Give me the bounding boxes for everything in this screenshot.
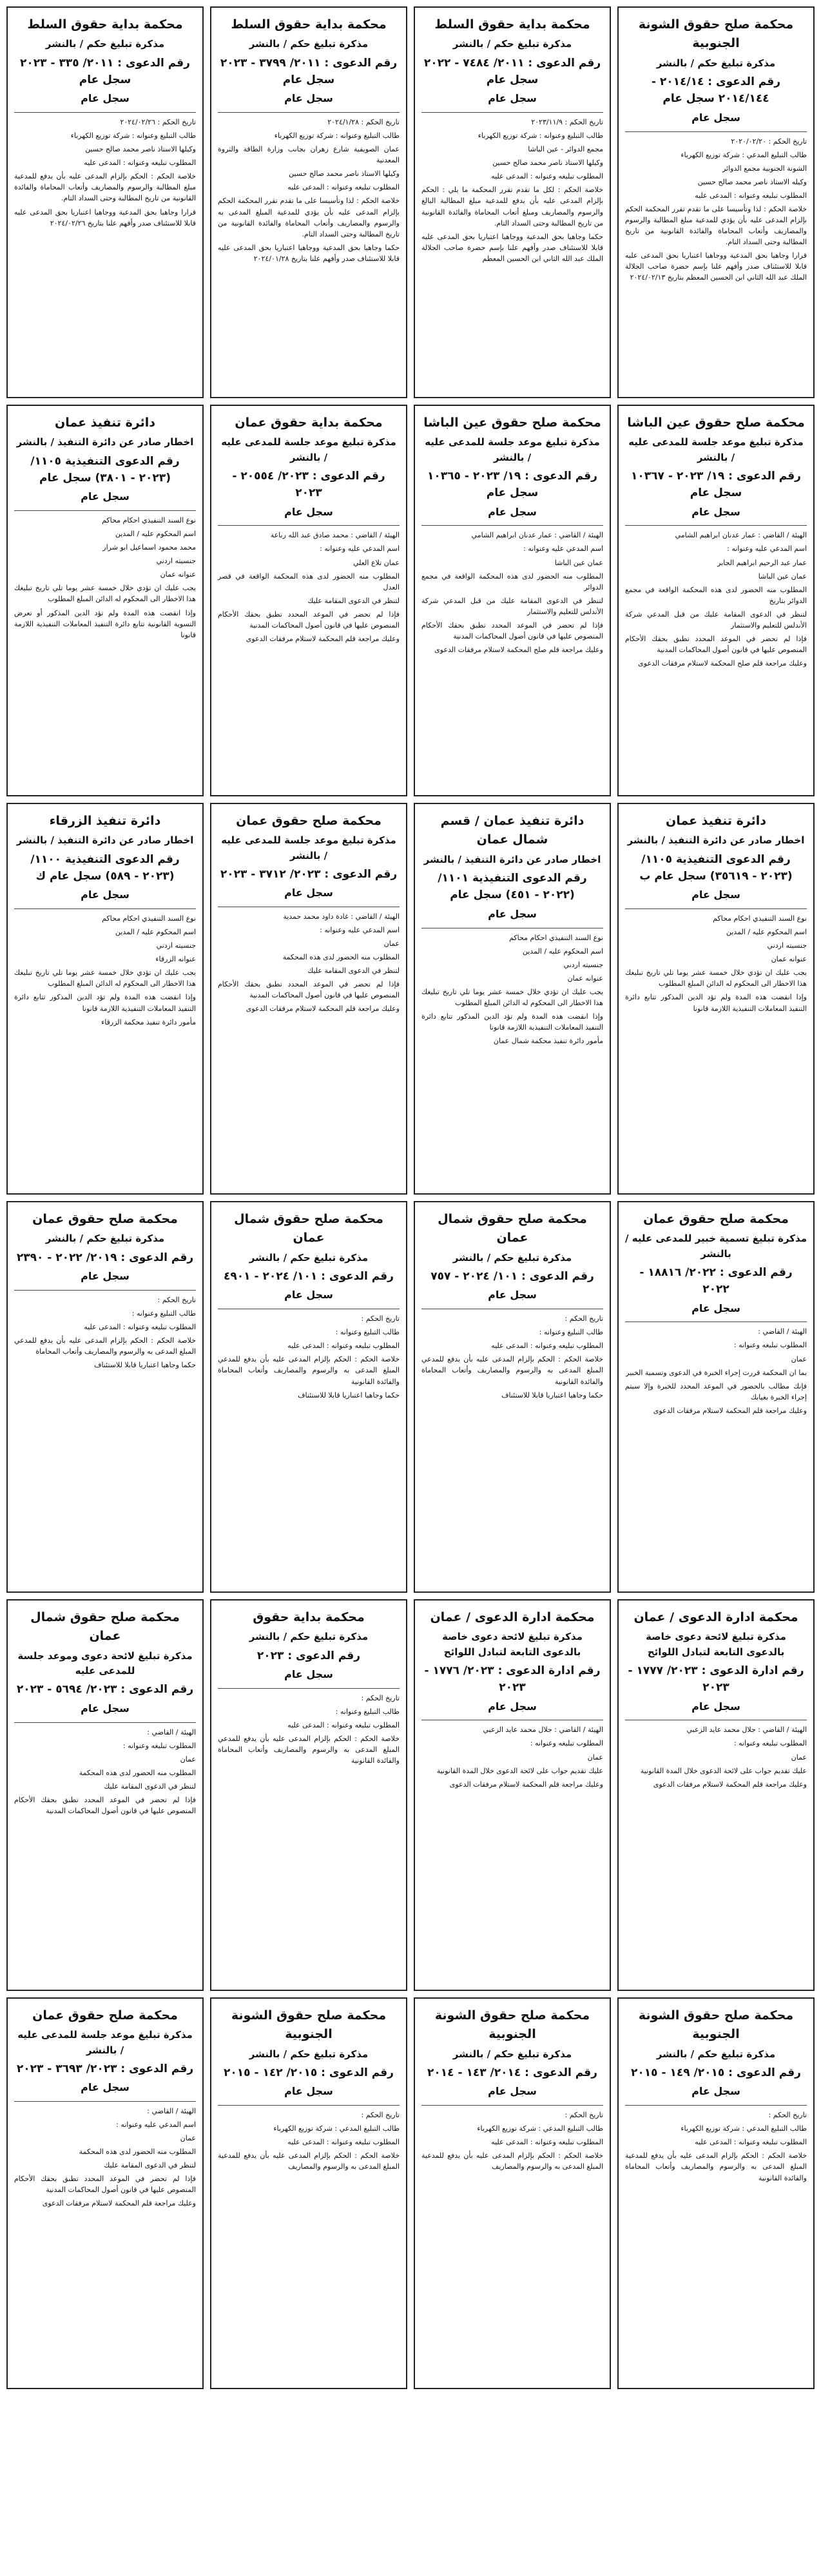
notice-paragraph: فإذا لم تحضر في الموعد المحدد تطبق بحقك الأحكام المنصوص عليها في قانون أصول المحاكمات المدنية	[625, 634, 807, 654]
register-label: سجل عام	[488, 92, 537, 105]
notice-paragraph: اسم المحكوم عليه / المدين	[726, 928, 807, 937]
notice-title: مذكرة تبليغ حكم / بالنشر	[249, 38, 369, 50]
case-number: رقم الدعوى : ٢٠١١/ ٣٧٩٩ - ٢٠٢٣ سجل عام	[220, 56, 398, 87]
court-name: محكمة صلح حقوق عمان	[236, 814, 382, 828]
notice-paragraph: الهيئة / القاضي : عمار عدنان ابراهيم الشامي	[471, 531, 603, 540]
case-number: رقم الدعوى : ٢٠٢٣/ ٢٠٥٥٤ - ٢٠٢٣	[232, 469, 385, 500]
court-name: محكمة صلح حقوق شمال عمان	[438, 1212, 587, 1245]
notice-paragraph: اسم المحكوم عليه / المدين	[115, 928, 196, 937]
notice-paragraph: حكما وجاهيا اعتباريا قابلا للاستئناف	[501, 1390, 603, 1399]
notice-paragraph: تاريخ الحكم :	[361, 2111, 400, 2120]
notice-paragraph: تاريخ الحكم : ٢٠٢٠/٠٢/٢٠	[731, 137, 807, 146]
court-notice	[414, 803, 611, 1195]
court-notice	[6, 6, 204, 398]
notice-paragraph: يجب عليك ان تؤدي خلال خمسة عشر يوما تلي تاريخ تبليغك هذا الاخطار الى المحكوم له الدائن المبلغ المطلوب	[421, 987, 603, 1007]
notice-paragraph: لتنظر في الدعوى المقامة عليك	[307, 966, 400, 976]
notice-paragraph: المطلوب تبليغه وعنوانه : المدعى عليه	[287, 183, 400, 192]
case-number: رقم ادارة الدعوى : ٢٠٢٣/ ١٧٧٧ - ٢٠٢٣	[628, 1664, 804, 1695]
court-notice	[210, 1997, 407, 2389]
notice-paragraph: عمان عين الباشا	[554, 558, 603, 567]
divider	[218, 1688, 400, 1689]
notice-paragraph: تاريخ الحكم :	[157, 1295, 196, 1304]
notice-paragraph: وعليك مراجعة قلم المحكمة لاستلام مرفقات الدعوى	[246, 1004, 400, 1014]
notice-paragraph: عنوانه عمان	[567, 974, 603, 983]
notice-paragraph: اسم المدعي عليه وعنوانه :	[320, 544, 400, 553]
divider	[625, 2105, 807, 2106]
notice-paragraph: عنوانه عمان	[160, 570, 196, 579]
notice-paragraph: عمان تلاع العلي	[353, 558, 400, 567]
notice-paragraph: فإذا لم تحضر في الموعد المحدد تطبق بحقك الأحكام المنصوص عليها في قانون أصول المحاكمات المدنية	[14, 1795, 196, 1815]
notice-paragraph: لتنظر في الدعوى المقامة عليك من قبل المدعي شركة الأندلس للتعليم والاستثمار	[625, 610, 807, 630]
court-notice	[617, 1997, 815, 2389]
notice-paragraph: طالب التبليغ وعنوانه : شركة توزيع الكهرباء	[274, 131, 400, 140]
notice-paragraph: اسم المدعي عليه وعنوانه :	[727, 544, 807, 553]
notice-paragraph: فإذا لم تحضر في الموعد المحدد تطبق بحقك الأحكام المنصوص عليها في قانون أصول المحاكمات المدنية	[218, 610, 400, 630]
notice-paragraph: جنسيته اردني	[767, 941, 807, 950]
register-label: سجل عام	[81, 92, 130, 105]
notice-paragraph: المطلوب تبليغه وعنوانه :	[733, 1341, 807, 1350]
notice-paragraph: الهيئة / القاضي : غادة داود محمد حمدية	[283, 912, 400, 921]
notice-paragraph: المطلوب منه الحضور لدى هذه المحكمة	[282, 953, 400, 962]
notice-paragraph: خلاصة الحكم : لكل ما تقدم تقرر المحكمة ما يلي : الحكم بإلزام المدعى عليه بأن يدفع للمدعية مبلغ المطالبة البالغ والرسوم والمصاريف ومبلغ أتعاب المحاماة والفائدة القانونية من تاريخ المطالبة وحتى السداد التام.	[421, 186, 603, 227]
notice-paragraph: وكيلها الاستاذ ناصر محمد صالح حسين	[85, 145, 196, 154]
register-label: سجل عام	[691, 111, 740, 124]
notice-paragraph: وكيلها الاستاذ ناصر محمد صالح حسين	[492, 159, 603, 168]
court-notice	[414, 1599, 611, 1991]
notice-paragraph: اسم المدعي عليه وعنوانه :	[116, 2120, 196, 2129]
case-number: رقم الدعوى : ٢٠١٤/١٤ - ٢٠١٤/١٤٤ سجل عام	[651, 75, 781, 106]
notice-paragraph: المطلوب منه الحضور لدى هذه المحكمة الواقعة في مجمع الدوائر بتاريخ	[625, 585, 807, 605]
notice-paragraph: المطلوب تبليغه وعنوانه : المدعى عليه	[287, 1341, 400, 1350]
notice-paragraph: المطلوب تبليغه وعنوانه : المدعى عليه	[287, 2138, 400, 2147]
court-notice	[6, 1201, 204, 1593]
notice-paragraph: المطلوب تبليغه وعنوانه : المدعى عليه	[695, 191, 807, 200]
notice-paragraph: وإذا انقضت هذه المدة ولم تؤد الدين المذكور تتابع دائرة التنفيذ المعاملات التنفيذية اللازمة قانونا	[625, 993, 807, 1013]
court-notice	[210, 803, 407, 1195]
notice-paragraph: الهيئة / القاضي : جلال محمد عايد الزعبي	[483, 1725, 603, 1735]
divider	[218, 2105, 400, 2106]
notice-paragraph: طالب التبليغ المدعي : شركة توزيع الكهرباء	[681, 150, 807, 159]
court-name: محكمة صلح حقوق عمان	[643, 1212, 789, 1226]
notice-paragraph: وإذا انقضت هذه المدة ولم تؤد الدين المذكور تتابع دائرة التنفيذ المعاملات التنفيذية اللازمة قانونا	[421, 1012, 603, 1032]
register-label: سجل عام	[81, 490, 130, 503]
notice-title: مذكرة تبليغ موعد جلسة للمدعى عليه / بالنشر	[425, 436, 600, 463]
notice-paragraph: خلاصة الحكم : الحكم بإلزام المدعى عليه بأن يدفع للمدعي المبلغ المدعى به والرسوم والمصاريف وأتعاب المحاماة والفائدة القانونية	[218, 1355, 400, 1386]
case-number: رقم الدعوى : ٢٠١٥/ ١٤٢ - ٢٠١٥	[224, 2066, 394, 2080]
divider	[14, 1722, 196, 1723]
notice-paragraph: المطلوب تبليغه وعنوانه : المدعى عليه	[287, 1720, 400, 1729]
divider	[14, 908, 196, 909]
register-label: سجل عام	[81, 889, 130, 901]
notice-paragraph: وعليك مراجعة قلم المحكمة لاستلام مرفقات الدعوى	[246, 634, 400, 643]
notice-paragraph: الشونة الجنوبية مجمع الدوائر	[722, 164, 807, 173]
case-number: رقم الدعوى : ٢٠٢٣/ ٥٦٩٤ - ٢٠٢٣	[16, 1683, 194, 1697]
notice-paragraph: حكما وجاهيا بحق المدعية ووجاهيا اعتباريا بحق المدعى عليه قابلا للاستئناف صدر وأفهم علنا بتاريخ ٢٠٢٤/٠١/٢٨	[218, 243, 400, 263]
notice-paragraph: طالب التبليغ وعنوانه :	[335, 1328, 400, 1337]
divider	[421, 525, 603, 526]
notice-title: مذكرة تبليغ حكم / بالنشر	[249, 1251, 369, 1264]
notice-paragraph: اسم المحكوم عليه / المدين	[115, 530, 196, 539]
notice-paragraph: خلاصة الحكم : الحكم بإلزام المدعى عليه بأن يدفع للمدعية المبلغ المدعى به والرسوم والمصاريف	[218, 2151, 400, 2171]
notice-paragraph: المطلوب تبليغه وعنوانه : المدعى عليه	[491, 1341, 603, 1350]
notice-paragraph: خلاصة الحكم : لذا وتأسيسا على ما تقدم تقرر المحكمة الحكم بإلزام المدعى عليه بأن يؤدي للمدعية المبلغ المدعى به والرسوم والمصاريف وأتعاب المحاماة والفائدة القانونية من تاريخ المطالبة وحتى السداد التام.	[218, 197, 400, 238]
notice-paragraph: حكما وجاهيا اعتباريا قابلا للاستئناف	[298, 1390, 400, 1399]
court-name: محكمة بداية حقوق السلط	[27, 17, 183, 32]
register-label: سجل عام	[488, 1289, 537, 1302]
divider	[14, 1290, 196, 1291]
register-label: سجل عام	[284, 505, 333, 518]
case-number: رقم الدعوى التنفيذية ١١٠١/ (٢٠٢٢ - ٤٥١) سجل عام	[438, 872, 587, 902]
court-name: محكمة صلح حقوق عين الباشا	[423, 416, 601, 430]
notice-paragraph: المطلوب منه الحضور لدى هذه المحكمة الواقعة في مجمع الدوائر	[421, 572, 603, 591]
notice-paragraph: لتنظر في الدعوى المقامة عليك	[307, 596, 400, 605]
register-label: سجل عام	[488, 1700, 537, 1713]
court-notice	[617, 803, 815, 1195]
notice-paragraph: مأمور دائرة تنفيذ محكمة شمال عمان	[493, 1036, 603, 1045]
notice-paragraph: فإنك مطالب بالحضور في الموعد المحدد للخبرة وإلا سيتم إجراء الخبرة بغيابك	[625, 1381, 807, 1401]
court-name: محكمة صلح حقوق الشونة الجنوبية	[638, 2008, 794, 2042]
notice-paragraph: الهيئة / القاضي : عمار عدنان ابراهيم الشامي	[675, 531, 807, 540]
register-label: سجل عام	[284, 92, 333, 105]
notice-paragraph: قرارا وجاهيا بحق المدعية ووجاهيا اعتباريا بحق المدعى عليه قابلا للاستئناف صدر وأفهم علنا بتاريخ ٢٠٢٤/٠٢/٢٦	[14, 207, 196, 227]
case-number: رقم الدعوى : ٢٠٢٣/ ٣٦٩٣ - ٢٠٢٣	[16, 2062, 194, 2075]
notice-paragraph: المطلوب تبليغه وعنوانه : المدعى عليه	[84, 159, 196, 168]
notice-title: اخطار صادر عن دائرة التنفيذ / بالنشر	[423, 853, 601, 865]
case-number: رقم الدعوى التنفيذية ١١٠٥/ (٢٠٢٣ - ٣٨٠١) سجل عام	[30, 454, 180, 485]
notice-paragraph: نوع السند التنفيذي احكام محاكم	[509, 933, 603, 942]
notice-paragraph: عمان الصويفية شارع زهران بجانب وزارة الطاقة والثروة المعدنية	[218, 145, 400, 165]
case-number: رقم الدعوى : ٢٠١٤/ ١٤٣ - ٢٠١٤	[427, 2066, 597, 2080]
notice-paragraph: طالب التبليغ المدعي : شركة توزيع الكهرباء	[273, 2124, 400, 2133]
case-number: رقم الدعوى : ١٩/ ٢٠٢٣ - ١٠٣٦٧ سجل عام	[631, 469, 801, 500]
notice-paragraph: المطلوب تبليغه وعنوانه : المدعى عليه	[84, 1322, 196, 1331]
case-number: رقم الدعوى : ٢٠١٩/ ٢٠٢٢ - ٢٣٩٠	[16, 1251, 194, 1264]
notice-paragraph: عمان	[180, 1754, 196, 1764]
court-notice	[414, 405, 611, 796]
notice-paragraph: المطلوب منه الحضور لدى هذه المحكمة	[79, 1768, 196, 1777]
notice-title: مذكرة تبليغ حكم / بالنشر	[452, 1251, 572, 1264]
court-notice	[617, 1599, 815, 1991]
notice-paragraph: المطلوب تبليغه وعنوانه : المدعى عليه	[695, 2138, 807, 2147]
notice-paragraph: تاريخ الحكم : ٢٠٢٤/١/٢٨	[327, 118, 400, 127]
notice-paragraph: خلاصة الحكم : الحكم بإلزام المدعى عليه بأن يدفع للمدعي المبلغ المدعى به والرسوم والمصاريف وأتعاب المحاماة والفائدة القانونية	[218, 1734, 400, 1765]
notice-paragraph: طالب التبليغ وعنوانه :	[539, 1328, 603, 1337]
divider	[14, 112, 196, 113]
court-name: محكمة صلح حقوق الشونة الجنوبية	[434, 2008, 590, 2042]
notice-paragraph: خلاصة الحكم : لذا وتأسيسا على ما تقدم تقرر المحكمة الحكم بإلزام المدعى عليه بأن يؤدي للمدعية مبلغ المطالبة والرسوم والمصاريف وأتعاب المحاماة والفائدة القانونية من تاريخ المطالبة وحتى السداد التام.	[625, 204, 807, 246]
notice-paragraph: خلاصة الحكم : الحكم بإلزام المدعى عليه بأن يدفع للمدعية مبلغ المطالبة والرسوم والمصاريف وأتعاب المحاماة والفائدة القانونية من تاريخ المطالبة وحتى السداد التام.	[14, 172, 196, 203]
court-name: محكمة صلح حقوق الشونة الجنوبية	[638, 17, 794, 51]
notice-paragraph: خلاصة الحكم : الحكم بإلزام المدعى عليه بأن يدفع للمدعية المبلغ المدعى به والرسوم والمصاريف وأتعاب المحاماة والفائدة القانونية	[625, 2151, 807, 2182]
notice-title: مذكرة تبليغ حكم / بالنشر	[452, 38, 572, 50]
notice-paragraph: جنسيته اردني	[156, 557, 196, 566]
notice-paragraph: تاريخ الحكم :	[565, 2111, 603, 2120]
court-name: محكمة صلح حقوق عمان	[32, 1212, 178, 1226]
notice-paragraph: لتنظر في الدعوى المقامة عليك	[104, 1782, 196, 1791]
register-label: سجل عام	[488, 505, 537, 518]
notice-paragraph: الهيئة / القاضي :	[147, 2107, 196, 2116]
court-name: محكمة صلح حقوق الشونة الجنوبية	[231, 2008, 387, 2042]
notice-paragraph: المطلوب منه الحضور لدى هذه المحكمة الواقعة في قصر العدل	[218, 572, 400, 591]
notice-paragraph: المطلوب تبليغه وعنوانه :	[530, 1739, 603, 1748]
register-label: سجل عام	[81, 2081, 130, 2094]
notice-paragraph: طالب التبليغ وعنوانه : شركة توزيع الكهرباء	[478, 131, 603, 140]
notice-paragraph: المطلوب تبليغه وعنوانه : المدعى عليه	[491, 2138, 603, 2147]
case-number: رقم الدعوى : ٢٠١١/ ٧٤٨٤ - ٢٠٢٢ سجل عام	[423, 56, 601, 87]
divider	[14, 2101, 196, 2102]
court-notice	[6, 803, 204, 1195]
court-name: دائرة تنفيذ عمان	[665, 814, 767, 828]
notice-paragraph: فإذا لم تحضر في الموعد المحدد تطبق بحقك الأحكام المنصوص عليها في قانون أصول المحاكمات المدنية	[421, 620, 603, 640]
case-number: رقم الدعوى : ٢٠٢٢/ ١٨٨١٦ - ٢٠٢٢	[639, 1265, 793, 1296]
court-notice	[210, 405, 407, 796]
case-number: رقم الدعوى : ٢٠١٥/ ١٤٩ - ٢٠١٥	[631, 2066, 801, 2080]
case-number: رقم الدعوى التنفيذية ١١٠٠/ (٢٠٢٣ - ٥٨٩) سجل عام ك	[30, 852, 180, 883]
notice-paragraph: تاريخ الحكم :	[361, 1314, 400, 1323]
notice-paragraph: عليك تقديم جواب على لائحة الدعوى خلال المدة القانونية	[640, 1766, 807, 1775]
notice-paragraph: المطلوب تبليغه وعنوانه :	[733, 1739, 807, 1748]
notice-title: مذكرة تبليغ حكم / بالنشر	[656, 2048, 776, 2060]
notice-paragraph: تاريخ الحكم : ٢٠٢٣/١١/٩	[531, 118, 603, 127]
notice-paragraph: محمد محمود اسماعيل ابو شرار	[102, 543, 196, 552]
court-notice	[6, 1599, 204, 1991]
notice-title: مذكرة تبليغ حكم / بالنشر	[249, 1631, 369, 1643]
notice-paragraph: المطلوب منه الحضور لدى هذه المحكمة	[79, 2148, 196, 2157]
notice-paragraph: بما ان المحكمة قررت إجراء الخبرة في الدعوى وتسمية الخبير	[626, 1368, 807, 1377]
register-label: سجل عام	[284, 2085, 333, 2098]
court-name: دائرة تنفيذ عمان	[54, 416, 156, 430]
case-number: رقم ادارة الدعوى : ٢٠٢٣/ ١٧٧٦ - ٢٠٢٣	[424, 1664, 601, 1695]
notice-paragraph: طالب التبليغ المدعي : شركة توزيع الكهرباء	[681, 2124, 807, 2133]
notice-paragraph: وعليك مراجعة قلم المحكمة لاستلام مرفقات الدعوى	[653, 1780, 807, 1789]
court-name: دائرة تنفيذ عمان / قسم شمال عمان	[440, 814, 584, 847]
notice-paragraph: وإذا انقضت هذه المدة ولم تؤد الدين المذكور تتابع دائرة التنفيذ المعاملات التنفيذية اللازمة قانونا	[14, 993, 196, 1013]
court-name: محكمة بداية حقوق	[253, 1610, 365, 1624]
notice-title: مذكرة تبليغ حكم / بالنشر	[656, 57, 776, 69]
notice-paragraph: خلاصة الحكم : الحكم بإلزام المدعى عليه بأن يدفع للمدعي المبلغ المدعى به والرسوم والمصاريف وأتعاب المحاماة	[14, 1336, 196, 1356]
court-notice	[414, 1201, 611, 1593]
notice-title: مذكرة تبليغ تسمية خبير للمدعى عليه / بالنشر	[625, 1233, 807, 1260]
notice-title: مذكرة تبليغ لائحة دعوى وموعد جلسة للمدعى عليه	[17, 1649, 193, 1677]
notice-title: اخطار صادر عن دائرة التنفيذ / بالنشر	[16, 436, 194, 448]
notice-title: مذكرة تبليغ موعد جلسة للمدعى عليه / بالنشر	[221, 436, 396, 463]
notice-title: مذكرة تبليغ حكم / بالنشر	[45, 1233, 165, 1245]
register-label: سجل عام	[691, 2085, 740, 2098]
register-label: سجل عام	[488, 2085, 537, 2098]
court-name: دائرة تنفيذ الزرقاء	[49, 814, 161, 828]
court-name: محكمة صلح حقوق شمال عمان	[30, 1610, 180, 1644]
notice-paragraph: اسم المدعي عليه وعنوانه :	[320, 926, 400, 935]
notice-title: مذكرة تبليغ لائحة دعوى خاصة بالدعوى التابعة لتبادل اللوائح	[442, 1631, 583, 1658]
notice-paragraph: عمان	[180, 2134, 196, 2143]
register-label: سجل عام	[691, 1700, 740, 1713]
notice-paragraph: المطلوب تبليغه وعنوانه :	[122, 1741, 196, 1750]
notice-paragraph: نوع السند التنفيذي احكام محاكم	[713, 914, 807, 923]
notice-paragraph: وعليك مراجعة قلم المحكمة لاستلام مرفقات الدعوى	[449, 1780, 603, 1789]
court-notice	[6, 405, 204, 796]
divider	[218, 525, 400, 526]
case-number: رقم الدعوى : ٢٠١١/ ٣٣٥ - ٢٠٢٣ سجل عام	[20, 56, 190, 87]
court-notice	[617, 1201, 815, 1593]
notice-paragraph: نوع السند التنفيذي احكام محاكم	[102, 516, 196, 525]
court-notice	[6, 1997, 204, 2389]
court-name: محكمة بداية حقوق عمان	[235, 416, 383, 430]
notice-paragraph: حكما وجاهيا بحق المدعية ووجاهيا اعتباريا بحق المدعى عليه قابلا للاستئناف صدر وأفهم علنا بإسم حضرة صاحب الجلالة الملك عبد الله الثاني ابن الحسين المعظم	[421, 232, 603, 263]
court-notice	[617, 6, 815, 398]
court-notice	[414, 1997, 611, 2389]
notice-title: مذكرة تبليغ حكم / بالنشر	[45, 38, 165, 50]
notice-paragraph: يجب عليك ان تؤدي خلال خمسة عشر يوما تلي تاريخ تبليغك هذا الاخطار الى المحكوم له الدائن المبلغ المطلوب	[14, 584, 196, 604]
court-notice	[210, 1599, 407, 1991]
notice-paragraph: عمان عين الباشا	[758, 572, 807, 581]
register-label: سجل عام	[81, 1270, 130, 1283]
court-name: محكمة بداية حقوق السلط	[434, 17, 590, 32]
register-label: سجل عام	[691, 889, 740, 901]
notice-paragraph: عمان	[791, 1753, 807, 1762]
notice-paragraph: لتنظر في الدعوى المقامة عليك من قبل المدعي شركة الأندلس للتعليم والاستثمار	[421, 596, 603, 616]
register-label: سجل عام	[691, 1302, 740, 1314]
divider	[218, 112, 400, 113]
notice-paragraph: مأمور دائرة تنفيذ محكمة الزرقاء	[101, 1017, 196, 1026]
notice-title: مذكرة تبليغ موعد جلسة للمدعى عليه / بالنشر	[221, 834, 396, 861]
notice-paragraph: وإذا انقضت هذه المدة ولم تؤد الدين المذكور أو تعرض التسوية القانونية تتابع دائرة التنفيذ المعاملات التنفيذية اللازمة قانونا	[14, 608, 196, 639]
notice-paragraph: وكيله الاستاذ ناصر محمد صالح حسين	[697, 177, 807, 186]
divider	[14, 510, 196, 511]
notice-paragraph: يجب عليك ان تؤدي خلال خمسة عشر يوما تلي تاريخ تبليغك هذا الاخطار الى المحكوم له الدائن المبلغ المطلوب	[14, 968, 196, 988]
court-notice	[617, 405, 815, 796]
notice-paragraph: قرارا وجاهيا بحق المدعية ووجاهيا اعتباريا بحق المدعى عليه قابلا للاستئناف صدر وأفهم علنا بإسم حضرة صاحب الجلالة الملك عبد الله الثاني ابن الحسين المعظم بتاريخ ٢٠٢٤/٠٢/١٣	[625, 251, 807, 282]
notice-title: مذكرة تبليغ حكم / بالنشر	[452, 2048, 572, 2060]
notice-paragraph: تاريخ الحكم :	[565, 1314, 603, 1323]
divider	[625, 908, 807, 909]
court-notice	[210, 1201, 407, 1593]
notice-title: مذكرة تبليغ حكم / بالنشر	[249, 2048, 369, 2060]
notice-paragraph: الهيئة / القاضي : محمد صادق عبد الله رباعة	[270, 531, 400, 540]
notice-paragraph: حكما وجاهيا اعتباريا قابلا للاستئناف	[94, 1361, 196, 1370]
notice-paragraph: المطلوب تبليغه وعنوانه : المدعى عليه	[491, 172, 603, 181]
notice-paragraph: تاريخ الحكم :	[768, 2111, 807, 2120]
notice-paragraph: وعليك مراجعة قلم المحكمة لاستلام مرفقات الدعوى	[653, 1406, 807, 1415]
court-name: محكمة ادارة الدعوى / عمان	[633, 1610, 798, 1624]
notice-paragraph: طالب التبليغ المدعي : شركة توزيع الكهرباء	[477, 2124, 603, 2133]
notice-paragraph: وعليك مراجعة قلم صلح المحكمة لاستلام مرفقات الدعوى	[434, 645, 603, 654]
register-label: سجل عام	[284, 1668, 333, 1681]
case-number: رقم الدعوى : ١٠١/ ٢٠٢٤ - ٤٩٠١	[224, 1270, 394, 1283]
case-number: رقم الدعوى : ١٩/ ٢٠٢٣ - ١٠٣٦٥ سجل عام	[427, 469, 597, 500]
notice-paragraph: خلاصة الحكم : الحكم بإلزام المدعى عليه بأن يدفع للمدعي المبلغ المدعى به والرسوم والمصاريف وأتعاب المحاماة والفائدة القانونية	[421, 1355, 603, 1386]
notice-paragraph: الهيئة / القاضي : جلال محمد عايد الزعبي	[686, 1725, 807, 1735]
notice-title: مذكرة تبليغ لائحة دعوى خاصة بالدعوى التابعة لتبادل اللوائح	[646, 1631, 786, 1658]
court-name: محكمة ادارة الدعوى / عمان	[430, 1610, 595, 1624]
notice-paragraph: عنوانه الزرقاء	[155, 955, 196, 964]
notice-title: اخطار صادر عن دائرة التنفيذ / بالنشر	[16, 834, 194, 847]
notice-paragraph: وعليك مراجعة قلم المحكمة لاستلام مرفقات الدعوى	[42, 2199, 196, 2208]
case-number: رقم الدعوى : ٢٠٢٣/ ٣٧١٢ - ٢٠٢٣	[220, 867, 398, 881]
court-notice	[414, 6, 611, 398]
notice-paragraph: لتنظر في الدعوى المقامة عليك	[104, 2161, 196, 2170]
divider	[421, 112, 603, 113]
court-name: محكمة صلح حقوق شمال عمان	[234, 1212, 383, 1245]
court-notice	[210, 6, 407, 398]
notice-paragraph: فإذا لم تحضر في الموعد المحدد تطبق بحقك الأحكام المنصوص عليها في قانون أصول المحاكمات المدنية	[218, 980, 400, 1000]
notice-paragraph: عمار عبد الرحيم ابراهيم الجابر	[717, 558, 807, 567]
notice-title: اخطار صادر عن دائرة التنفيذ / بالنشر	[627, 834, 805, 847]
notice-paragraph: نوع السند التنفيذي احكام محاكم	[102, 914, 196, 923]
notice-paragraph: عليك تقديم جواب على لائحة الدعوى خلال المدة القانونية	[436, 1766, 603, 1775]
divider	[421, 2105, 603, 2106]
notice-paragraph: عنوانه عمان	[771, 955, 807, 964]
notice-title: مذكرة تبليغ موعد جلسة للمدعى عليه / بالنشر	[17, 2029, 193, 2056]
register-label: سجل عام	[284, 887, 333, 899]
register-label: سجل عام	[284, 1289, 333, 1302]
notice-paragraph: جنسيته اردني	[156, 941, 196, 950]
notice-paragraph: وكيلها الاستاذ ناصر محمد صالح حسين	[289, 169, 400, 178]
case-number: رقم الدعوى : ١٠١/ ٢٠٢٤ - ٧٥٧	[430, 1270, 594, 1283]
notice-paragraph: الهيئة / القاضي :	[147, 1727, 196, 1736]
notice-paragraph: عمان	[791, 1354, 807, 1363]
notice-title: مذكرة تبليغ موعد جلسة للمدعى عليه / بالنشر	[628, 436, 804, 463]
notice-paragraph: تاريخ الحكم : ٢٠٢٤/٠٢/٢٦	[120, 118, 196, 127]
notice-paragraph: فإذا لم تحضر في الموعد المحدد تطبق بحقك الأحكام المنصوص عليها في قانون أصول المحاكمات المدنية	[14, 2175, 196, 2195]
case-number: رقم الدعوى التنفيذية ١١٠٥/ (٢٠٢٣ - ٣٥٦١٩) سجل عام ب	[639, 852, 793, 883]
notice-paragraph: تاريخ الحكم :	[361, 1693, 400, 1702]
notice-paragraph: وعليك مراجعة قلم صلح المحكمة لاستلام مرفقات الدعوى	[638, 658, 807, 668]
notice-paragraph: اسم المحكوم عليه / المدين	[522, 947, 603, 956]
notice-paragraph: خلاصة الحكم : الحكم بإلزام المدعى عليه بأن يدفع للمدعية المبلغ المدعى به والرسوم والمصاريف	[421, 2151, 603, 2171]
notice-paragraph: اسم المدعي عليه وعنوانه :	[523, 544, 603, 553]
divider	[625, 525, 807, 526]
notice-paragraph: الهيئة / القاضي :	[758, 1327, 807, 1336]
notice-paragraph: طالب التبليغ وعنوانه : شركة توزيع الكهرباء	[70, 131, 196, 140]
notice-paragraph: طالب التبليغ وعنوانه :	[131, 1309, 196, 1318]
notice-paragraph: جنسيته اردني	[563, 960, 603, 969]
court-name: محكمة صلح حقوق عين الباشا	[627, 416, 805, 430]
divider	[625, 131, 807, 132]
register-label: سجل عام	[691, 505, 740, 518]
case-number: رقم الدعوى : ٢٠٢٣	[256, 1649, 361, 1662]
notice-paragraph: عمان	[383, 939, 400, 948]
register-label: سجل عام	[81, 1702, 130, 1715]
notice-paragraph: يجب عليك ان تؤدي خلال خمسة عشر يوما تلي تاريخ تبليغك هذا الاخطار الى المحكوم له الدائن المبلغ المطلوب	[625, 968, 807, 988]
notice-paragraph: مجمع الدوائر - عين الباشا	[528, 145, 603, 154]
notice-paragraph: طالب التبليغ وعنوانه :	[335, 1707, 400, 1716]
notice-paragraph: عمان	[587, 1753, 603, 1762]
court-name: محكمة بداية حقوق السلط	[231, 17, 387, 32]
register-label: سجل عام	[488, 907, 537, 920]
court-name: محكمة صلح حقوق عمان	[32, 2008, 178, 2023]
